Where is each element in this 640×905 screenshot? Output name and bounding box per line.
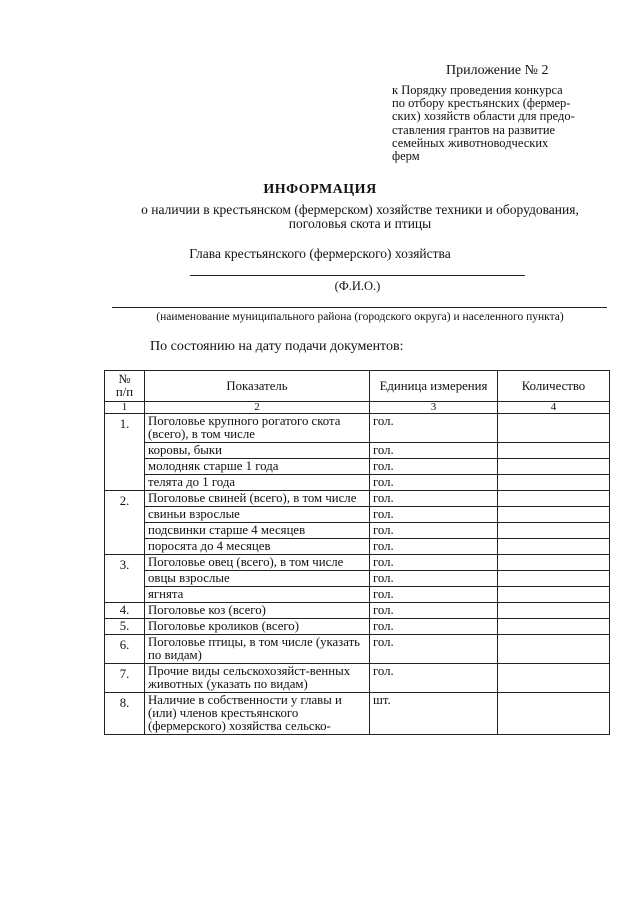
unit-cell: гол.	[370, 587, 498, 603]
unit-cell: шт.	[370, 693, 498, 735]
column-number-1: 1	[105, 402, 145, 414]
table-row	[105, 603, 610, 619]
municipal-caption: (наименование муниципального района (городского округа) и населенного пункта)	[156, 311, 564, 323]
indicator-cell: Поголовье свиней (всего), в том числе	[145, 491, 370, 507]
unit-cell: гол.	[370, 539, 498, 555]
unit-cell: гол.	[370, 475, 498, 491]
quantity-cell[interactable]	[498, 664, 610, 693]
table-row	[105, 635, 610, 664]
header-number: № п/п	[105, 371, 145, 402]
indicator-cell: Наличие в собственности у главы и (или) членов крестьянского (фермерского) хозяйства сельско-	[145, 693, 370, 735]
header-quantity: Количество	[498, 371, 610, 402]
unit-cell: гол.	[370, 443, 498, 459]
farm-head-label: Глава крестьянского (фермерского) хозяйства	[189, 246, 451, 261]
indicator-cell: Поголовье крупного рогатого скота (всего), в том числе	[145, 414, 370, 443]
unit-cell: гол.	[370, 571, 498, 587]
document-subtitle: о наличии в крестьянском (фермерском) хозяйстве техники и оборудования, поголовья скота и птицы	[141, 202, 579, 231]
fio-line	[190, 275, 525, 276]
row-number: 1.	[105, 414, 145, 491]
table-row	[105, 414, 610, 443]
table-row	[105, 571, 610, 587]
fio-caption: (Ф.И.О.)	[334, 279, 381, 293]
unit-cell: гол.	[370, 459, 498, 475]
column-number-row	[105, 402, 610, 414]
table-header-row	[105, 371, 610, 402]
header-indicator: Показатель	[145, 371, 370, 402]
header-unit: Единица измерения	[370, 371, 498, 402]
row-number: 6.	[105, 635, 145, 664]
indicator-cell: коровы, быки	[145, 443, 370, 459]
unit-cell: гол.	[370, 635, 498, 664]
quantity-cell[interactable]	[498, 507, 610, 523]
appendix-order-text: к Порядку проведения конкурса по отбору крестьянских (фермер- ских) хозяйств области для предо- ставления грантов на развитие семейных животноводческих ферм	[392, 83, 575, 164]
unit-cell: гол.	[370, 507, 498, 523]
column-number-3: 3	[370, 402, 498, 414]
indicator-cell: молодняк старше 1 года	[145, 459, 370, 475]
indicator-cell: ягнята	[145, 587, 370, 603]
indicator-cell: Поголовье птицы, в том числе (указать по видам)	[145, 635, 370, 664]
quantity-cell[interactable]	[498, 414, 610, 443]
indicator-cell: поросята до 4 месяцев	[145, 539, 370, 555]
quantity-cell[interactable]	[498, 587, 610, 603]
indicator-cell: овцы взрослые	[145, 571, 370, 587]
document-title: ИНФОРМАЦИЯ	[263, 182, 377, 197]
unit-cell: гол.	[370, 619, 498, 635]
table-row	[105, 619, 610, 635]
table-row	[105, 664, 610, 693]
indicator-cell: Поголовье овец (всего), в том числе	[145, 555, 370, 571]
quantity-cell[interactable]	[498, 475, 610, 491]
unit-cell: гол.	[370, 603, 498, 619]
quantity-cell[interactable]	[498, 619, 610, 635]
table-row	[105, 555, 610, 571]
indicator-cell: телята до 1 года	[145, 475, 370, 491]
row-number: 4.	[105, 603, 145, 619]
row-number: 7.	[105, 664, 145, 693]
column-number-2: 2	[145, 402, 370, 414]
row-number: 5.	[105, 619, 145, 635]
table-row	[105, 507, 610, 523]
table-row	[105, 539, 610, 555]
row-number: 2.	[105, 491, 145, 555]
table-row	[105, 443, 610, 459]
table-row	[105, 693, 610, 735]
municipal-line	[112, 307, 607, 308]
information-table	[104, 370, 610, 735]
table-row	[105, 475, 610, 491]
indicator-cell: свиньи взрослые	[145, 507, 370, 523]
quantity-cell[interactable]	[498, 635, 610, 664]
column-number-4: 4	[498, 402, 610, 414]
row-number: 3.	[105, 555, 145, 603]
quantity-cell[interactable]	[498, 459, 610, 475]
quantity-cell[interactable]	[498, 491, 610, 507]
quantity-cell[interactable]	[498, 571, 610, 587]
appendix-label: Приложение № 2	[446, 63, 549, 78]
row-number: 8.	[105, 693, 145, 735]
unit-cell: гол.	[370, 523, 498, 539]
table-row	[105, 523, 610, 539]
quantity-cell[interactable]	[498, 443, 610, 459]
quantity-cell[interactable]	[498, 539, 610, 555]
table-row	[105, 587, 610, 603]
quantity-cell[interactable]	[498, 693, 610, 735]
unit-cell: гол.	[370, 491, 498, 507]
indicator-cell: подсвинки старше 4 месяцев	[145, 523, 370, 539]
indicator-cell: Прочие виды сельскохозяйст-венных животных (указать по видам)	[145, 664, 370, 693]
table-row	[105, 491, 610, 507]
unit-cell: гол.	[370, 555, 498, 571]
unit-cell: гол.	[370, 414, 498, 443]
quantity-cell[interactable]	[498, 523, 610, 539]
quantity-cell[interactable]	[498, 603, 610, 619]
indicator-cell: Поголовье кроликов (всего)	[145, 619, 370, 635]
indicator-cell: Поголовье коз (всего)	[145, 603, 370, 619]
quantity-cell[interactable]	[498, 555, 610, 571]
unit-cell: гол.	[370, 664, 498, 693]
table-row	[105, 459, 610, 475]
as-of-date-text: По состоянию на дату подачи документов:	[150, 339, 404, 354]
